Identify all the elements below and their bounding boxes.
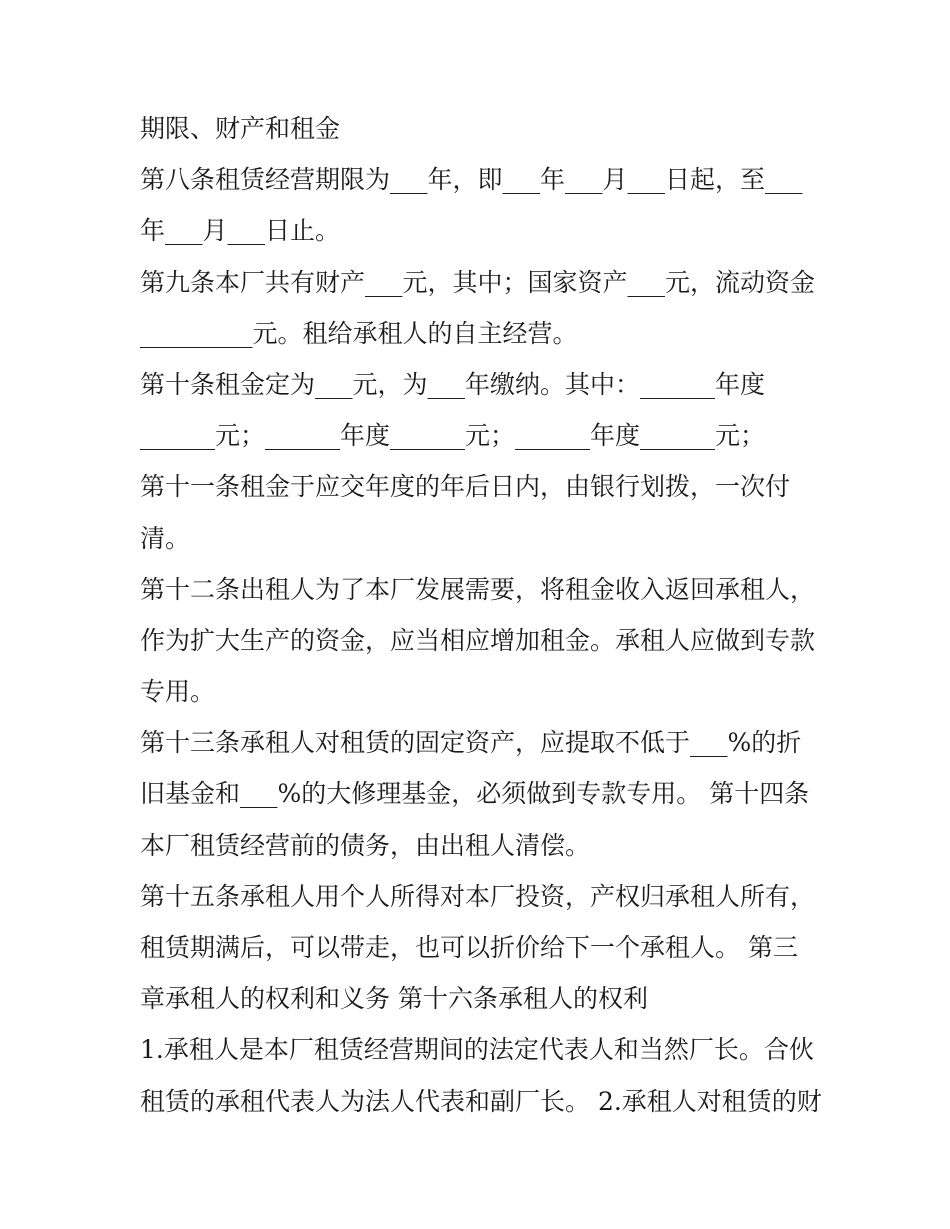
- text-line: 租赁期满后，可以带走，也可以折价给下一个承租人。 第三: [140, 933, 798, 962]
- text-line: 租赁的承租代表人为法人代表和副厂长。 2.承租人对租赁的财: [140, 1086, 822, 1116]
- text-line: 章承租人的权利和义务 第十六条承租人的权利: [140, 984, 648, 1014]
- text-line: 专用。: [140, 677, 216, 707]
- document-body: [140, 103, 820, 1127]
- text-line: 第十五条承租人用个人所得对本厂投资，产权归承租人所有，: [140, 881, 816, 911]
- text-line: _________元。租给承租人的自主经营。: [140, 318, 578, 348]
- text-line: 第十一条租金于应交年度的年后日内，由银行划拨，一次付: [140, 472, 791, 502]
- text-line: 作为扩大生产的资金，应当相应增加租金。承租人应做到专款: [140, 625, 816, 655]
- text-line: 第十条租金定为___元，为___年缴纳。其中：______年度: [140, 369, 766, 399]
- text-line: 年___月___日止。: [140, 216, 341, 246]
- text-line: 清。: [140, 523, 191, 553]
- text-line: 期限、财产和租金: [140, 114, 341, 143]
- text-line: 第九条本厂共有财产___元，其中；国家资产___元，流动资金: [140, 267, 816, 297]
- text-line: 1.承租人是本厂租赁经营期间的法定代表人和当然厂长。合伙: [140, 1035, 814, 1065]
- text-line: 旧基金和___%的大修理基金，必须做到专款专用。 第十四条: [140, 779, 810, 809]
- text-line: 第八条租赁经营期限为___年，即___年___月___日起，至___: [140, 165, 803, 195]
- text-line: 第十三条承租人对租赁的固定资产，应提取不低于___%的折: [140, 728, 802, 758]
- text-line: ______元；______年度______元；______年度______元；: [140, 421, 766, 451]
- text-line: 第十二条出租人为了本厂发展需要，将租金收入返回承租人，: [140, 574, 816, 604]
- text-line: 本厂租赁经营前的债务，由出租人清偿。: [140, 830, 591, 860]
